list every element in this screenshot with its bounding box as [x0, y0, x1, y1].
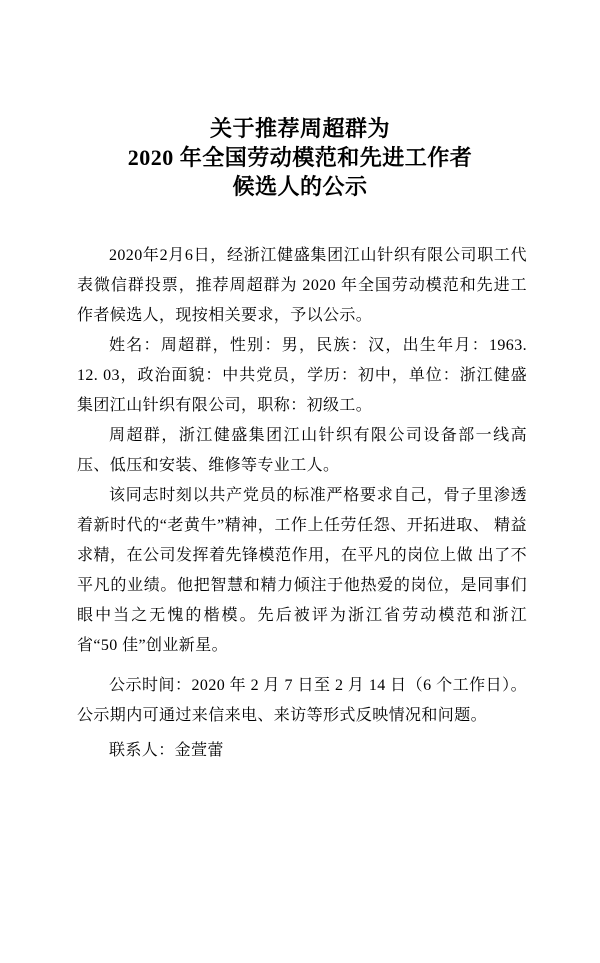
paragraph-job-description: 周超群，浙江健盛集团江山针织有限公司设备部一线高压、低压和安装、维修等专业工人。	[77, 427, 527, 474]
paragraph-contact: 联系人：金萱蕾	[109, 742, 224, 759]
paragraph-merits: 该同志时刻以共产党员的标准严格要求自己，骨子里渗透着新时代的“老黄牛”精神，工作上任劳任怨、开拓进取、 精益求精，在公司发挥着先锋模范作用，在平凡的岗位上做 出了不平凡的业绩。他把智慧和精力倾注于他热爱的岗位，是同事们眼中当之无愧的楷模。先后被评为浙江省劳动模范和浙江省“50 佳”创业新星。	[77, 487, 527, 654]
document-body	[0, 241, 600, 766]
document-title	[0, 114, 600, 201]
paragraph-intro: 2020年2月6日，经浙江健盛集团江山针织有限公司职工代表微信群投票，推荐周超群为 2020 年全国劳动模范和先进工作者候选人，现按相关要求，予以公示。	[77, 247, 527, 324]
document-page	[0, 114, 600, 963]
title-line-3: 候选人的公示	[232, 174, 368, 199]
title-line-2: 2020 年全国劳动模范和先进工作者	[127, 145, 473, 170]
paragraph-notice-period: 公示时间：2020 年 2 月 7 日至 2 月 14 日（6 个工作日）。公示期内可通过来信来电、来访等形式反映情况和问题。	[77, 677, 527, 724]
title-line-1: 关于推荐周超群为	[209, 116, 390, 141]
paragraph-personal-info: 姓名：周超群，性别：男，民族：汉，出生年月：1963. 12. 03，政治面貌：中共党员，学历：初中，单位：浙江健盛集团江山针织有限公司，职称：初级工。	[77, 337, 527, 414]
